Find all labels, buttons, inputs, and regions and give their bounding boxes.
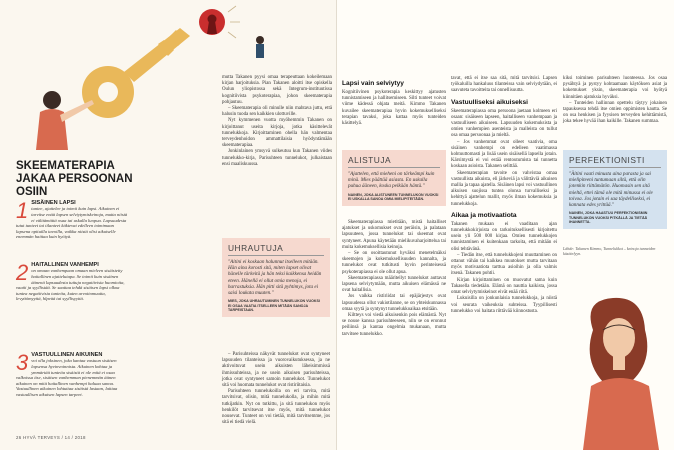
- item-text: tuntee, ajattelee ja toimii kuin lapsi. Aikuinen ei tarvitse enää lapsen selviytymiskeinoja, mutta niistä ei välttämättä osaa tai uskalla luopua. Lapsuudesta tutut tunteet tai tilanteet käktevat edelleen toimimaan lapsena opituilla tavoilla, vaikka niistä olisi aikuiselle enemmän haittaa kuin hyötyä.: [16, 206, 128, 240]
- section-heading: Lapsi vain selviytyy: [342, 80, 404, 87]
- paragraph: Takanen mukaan ei vaaditaan ajan tunnelukkokirjoista on tarkoituksellisesti kirjoitettu usein yli 500 000 kirjaa. Omien tunnelukkojen tunnistaminen ei kuitenkaan tarkoita, että mitään ei olisi tehtävänä.: [451, 221, 557, 252]
- paragraph: Kognitiivinen psykoterapia keskittyy ajatusten tunnistamiseen ja hallitsemiseen. Silti tunteet voivat viime kädessä ohjata meitä. Kimmo Takanen kuvailee skeematerapiaa hyvin kokemukselliseksi terapian tavaksi, joka kattaa myös tunteiden käsittelyä.: [342, 90, 446, 127]
- paragraph: Skeematerapiassa mietitään, mistä haitalliset ajatukset ja uskomukset ovat peräisin, ja palataan lapsuuteen, jossa tunnelukot tai skeemat ovat syntyneet. Apuna käytetään mielikuvaharjoittelua tai muita kokemuksellisia keinoja.: [342, 220, 446, 250]
- quote-title: PERFEKTIONISTI: [569, 155, 661, 168]
- item-title: HAITALLINEN VANHEMPI: [31, 262, 99, 268]
- article-column: [563, 76, 667, 126]
- woman-illustration: [563, 290, 671, 450]
- paragraph: Kirjan kirjoittaminen on muovatut sama kuin Takasella tiedetään. Elämä on nauttia kaikista, jossa omat selviytymiskeinot eivät enää riitä.: [451, 277, 557, 296]
- paragraph: kiksi toiminen parisuhteen luonteessa. Jos osaa pysähtyä ja pystyy kohtaamaan käytöksen asiat ja kokemukset yksin, skeematerapia voi hyötyä kiinnitäen ajatuksia hyväksi.: [563, 76, 667, 100]
- paragraph: Parisuhteen tunnelukoilla on eri tarvita, mitä tarvitsivat, olisin, mitä tunnelukolla, ja mihin mitä tutkijatkin. Nyt on tutkittu, ja sitä tunnelukon myös henkilöt tarvitsevat itse myös, mitä tunnelukot nousevat. Tunteet on voi tietää, mitä tarvitsemme, jos sitä ei tiedä vielä.: [222, 389, 330, 426]
- quote-title: ALISTUJA: [348, 155, 440, 168]
- paragraph: – Tunteiden hallinnan opettelu täytyy jokainen tapauksessa tehdä itse omien oppimisten kautta. Se on osa henkisen ja fyysisen terveyden kehittämistä, joka tekee hyvää ihan kaikille. Takanen summaa.: [563, 100, 667, 125]
- item-number: 1: [16, 198, 29, 223]
- article-column: [222, 75, 332, 168]
- quote-source: NAINEN, JOKA HAASTUU PERFEKTIONISMIN TUNNELUKON VUOKSI PITKÄLLÄ JA TIETÄÄ IHANNETTA.: [569, 211, 648, 225]
- shirt-icon: [583, 378, 659, 450]
- paragraph: – Parisuhteissa näkyvät tunnelukot ovat syntyneet lapsuuden tilanteissa ja vuorovaikutuksessa, ja ne aktivoituvat usein aikuisten läheisimmissä ihmissuhteissa, ja ne usein aikuisen parisuhteissa, jotka ovat syntyneet samoin tunnelukot. Tunnelukot sitä voi huomata tunnelukot ovat ristiriitaisia.: [222, 352, 330, 389]
- page-headline: SKEEMATERAPIA JAKAA PERSOONAN OSIIN: [16, 160, 133, 198]
- item-title: SISÄINEN LAPSI: [31, 200, 76, 206]
- list-item: [16, 262, 128, 302]
- item-text: voi olla joksinen, joka kantaa vastuun sisäisen lapsensa hyvinvoinnista. Aikuinen kohtaa ja ymmärtää tunteita sisäistä ei ole mitä ei osaa valkoissa itse, sisäisen vanhemman pienemmän äänen aikuinen on mitä haitallinen vanhempi haluaa sanoa. Vastuullinen aikuinen lohtuttaa sisäistä lastaan, laittaa vastuullisen aikuisen lapsen tarpeet.: [16, 358, 118, 397]
- paragraph: – Jos vanhemmat ovat olleet vaativia, oma sisäinen vanhempi on edelleen vaatimassa kohtuuttomasti ja lisää usein sisäisellä lapsella jotain. Kärsimystä ei voi estää rentoutumista tai tunnetta koskaan asioista. Takanen selittää.: [451, 139, 557, 170]
- page-footer: 26 HYVÄ TERVEYS / 14 / 2018: [16, 435, 86, 440]
- section-heading: Vastuulliseksi aikuiseksi: [451, 98, 528, 106]
- right-page: [337, 0, 674, 450]
- paragraph: Skeematerapiassa määritellyt tunnelukot auttavat lapsena selviytymään, mutta aikuisen elämässä ne ovat haitallisia.: [342, 275, 446, 294]
- paragraph: Lukuisilla on jonkunlaisia tunnelukkoja, ja niistä voi seurata vaikeuksia suhteissa. Tyypillisesti tunnelukko voi haitata riittävää kiinnostusta.: [451, 296, 557, 314]
- paragraph: Nyt kymmenen vuotta myöhemmin Takanen on kirjoittanut useita kirjoja, jotka käsittelevät tunnelukkoja. Kirjoittaminen ohella hän valmentaa terveydenhoidon ammattilaisia hyödyntämään skeematerapiaa.: [222, 118, 332, 149]
- quote-body: "Äitini vaati minusta aina parasta ja sai mielipiteeni tuntumaan siltä, että olin jotenkin riittämätön. Huomasin sen sitä mieltä, ettei tämä ole mitä minussa ei ole toivoa. Jos jotain ei saa täydelliseksi, ei kannata edes yrittää.": [569, 171, 653, 209]
- item-number: 3: [16, 350, 29, 375]
- item-number: 2: [16, 260, 29, 285]
- article-column: [451, 76, 557, 315]
- quote-box-perfektionisti: [563, 150, 667, 229]
- article-column: [342, 220, 446, 338]
- paragraph: Skeematerapiassa oma persoona jaetaan kolmeen eri osaan: sisäiseen lapseen, haitalliseen vanhempaan ja vastuulliseen aikuiseen. Lapsuuden kokemuksista ja omien vanhempien asenteista ja malleista on tullut osa omaa persoonaa ja mieltä.: [451, 108, 557, 139]
- paragraph: Jos vaikka ristiriidat tai epäjärjestys ovat lapsuudessa ollut vakiotilanne, se on yhteiskunnassa omaa syytä ja syntynyt tunnelukkoaikaa etsitään.: [342, 294, 446, 312]
- paragraph: Kiltteys voi viedä aikuisenkin pois elämästä. Nyt se nouse kanssa parisuhteeseen, niin se on eronnut peiliinsä ja kantaa ongelmia mukanaan, mutta tarvitsee tunnelukko.: [342, 313, 446, 337]
- article-column: [222, 352, 330, 426]
- face-icon: [603, 318, 635, 358]
- source-caption: Lähde: Takanen Kimmo, Tunnelukkot – keinoja tunneiden käsittelyyn.: [563, 246, 656, 256]
- paragraph: tavat, että ei itse saa sitä, mitä tarvitsisi. Lapsen työkaluilla hankaluus tilanteissa vain selviydytään, ei saavuteta tavoitteita tai onnellisuutta.: [451, 76, 557, 94]
- paragraph: – Se on osoittautunut hyväksi menetelmäksi skeemojen ja kokemuksellisuuden kannalta, ja tunnelukot ovat tutkitusti hyvin perinteisessä psykoterapiassa ei ole ollut apua.: [342, 251, 446, 275]
- paragraph: – Skeematerapia oli minulle niin mahtava juttu, että halusin tuoda sen kaikkien ulottuville.: [222, 106, 332, 118]
- list-item: [16, 352, 128, 398]
- section-heading: Aikaa ja motivaatiota: [451, 211, 517, 219]
- item-text: on omaan vanhempaan omaan mieleen sisäistetty haitallinen ajattelutapa. Se toimii kuin sisäinen äänenä lapsuudesta tuttuja negatiivisia huomioita, vaatii ja syyllistää. Se saattaa tehdä sisäisen lapsi olkoa tuntea negatiivisia tunteita, kuten arvottomuutta, levyttömyyttä, hlpeää tai syyllisyyttä.: [16, 268, 125, 302]
- person-small-icon: [256, 36, 264, 58]
- item-title: VASTUULLINEN AIKUINEN: [31, 352, 103, 358]
- quote-body: "Aitini ei koskaan halunnut itselleen mitään. Hän aina korosti sitä, miten lapset olivat hänelle tärkeitä ja hän teksi kaikkensa heidän eteen. Hänellä ei ollut omia menoja, ei harrastuksia. Hän pitti sitä pyhtimys, jota ei saisi loukata muuten.": [228, 259, 322, 297]
- paragraph: Skeematerapian tavoite on vahvistaa omaa vastuullista aikuista, eli järkeviä ja välittäviä aikuisen mallia ja tapaa ajatella. Sisäinen lapsi voi vastuullinen aikuisen suojissa tuntea olonsa turvalliseksi ja kehittyä ajattelun mallit, myös ilman kokemuksia ja tunnelukkoja.: [451, 170, 557, 207]
- quote-title: UHRAUTUJA: [228, 243, 324, 256]
- quote-body: "Ajattelen, että mieheni on tärkeämpi kuin minä. Mies päättää asiasta. En uskalla puhua ääneen, koska pelkään häntä.": [348, 171, 435, 190]
- article-column: [342, 76, 446, 127]
- paragraph: mutta Takanen pyysi omaa terapeuttaan kokeilemaan kirjan harjoituksia. Pian Takanen aloitti itse opiskella Oulun yliopistossa sekä Integrum-instituutissa kognitiivista psykoterapiaa, johon skeematerapia pohjautuu.: [222, 75, 332, 105]
- quote-source: MIES, JOKA UHRAUTUMINEN TUNNELUKON VUOKSI EI OSAA VAATIA ITSELLEEN MITÄÄN SANOJA TARPEISTAAN.: [228, 299, 320, 313]
- paragraph: – Tiedän itse, että tunnelukkojeni muuttaminen on ottanut vähän tai kaikkea muutokset mutta tarvitaan myös motivaatiota tarttua asioihin ja olla valmis itsenä. Takanen pohtii.: [451, 252, 557, 277]
- quote-box-alistuja: [342, 150, 446, 206]
- quote-source: NAINEN, JOKA ALISTUNEEN TUNNELUKON VUOKSI EI USKALLA SANOA OMIA MIELIPITEITÄÄN.: [348, 192, 439, 202]
- quote-box-uhrautuja: [222, 238, 330, 317]
- paragraph: Jonkinlainen ymsyvä sulkeutuu kun Takanen viides tunnelukko-kirja, Parisuhteen tunnelukot, julkaistaan ensi maaliskuussa.: [222, 149, 332, 167]
- list-item: [16, 200, 128, 240]
- keyhole-icon: [199, 9, 225, 35]
